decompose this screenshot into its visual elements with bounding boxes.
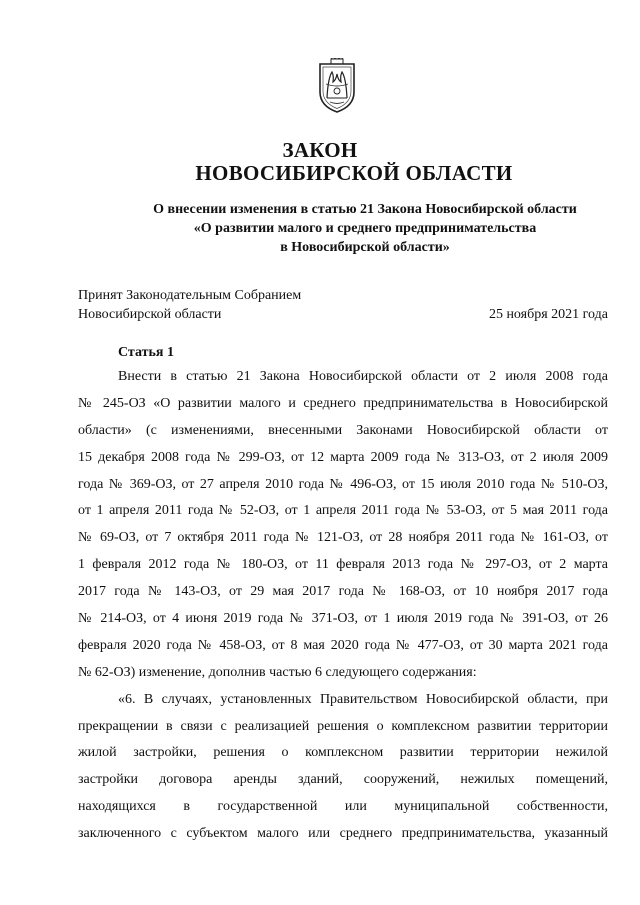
paragraph-line: 1 февраля 2012 года № 180-ОЗ, от 11 февраля 2013 года № 297-ОЗ, от 2 марта bbox=[78, 557, 608, 573]
adoption-note bbox=[78, 286, 301, 324]
paragraph-line: Внести в статью 21 Закона Новосибирской области от 2 июля 2008 года bbox=[118, 369, 608, 384]
article-body bbox=[78, 364, 608, 848]
paragraph-line: заключенного с субъектом малого или среднего предпринимательства, указанный bbox=[78, 826, 608, 842]
paragraph-line: находящихся в государственной или муниципальной собственности, bbox=[78, 799, 608, 815]
subtitle-line: «О развитии малого и среднего предпринимательства bbox=[193, 221, 537, 236]
law-region-title: НОВОСИБИРСКОЙ ОБЛАСТИ bbox=[195, 161, 513, 185]
coat-of-arms-emblem bbox=[316, 58, 358, 114]
paragraph-line: области» (с изменениями, внесенными Законами Новосибирской области от bbox=[78, 422, 608, 438]
paragraph-line: № 62-ОЗ) изменение, дополнив частью 6 следующего содержания: bbox=[78, 664, 477, 680]
subtitle-line: в Новосибирской области» bbox=[280, 240, 450, 255]
paragraph-line: «6. В случаях, установленных Правительством Новосибирской области, при bbox=[118, 691, 608, 707]
paragraph-line: № 245-ОЗ «О развитии малого и среднего предпринимательства в Новосибирской bbox=[78, 395, 608, 411]
law-title: ЗАКОН bbox=[282, 138, 358, 162]
paragraph-line: 2017 года № 143-ОЗ, от 29 мая 2017 года № 168-ОЗ, от 10 ноября 2017 года bbox=[78, 584, 608, 600]
paragraph-line: 15 декабря 2008 года № 299-ОЗ, от 12 марта 2009 года № 313-ОЗ, от 2 июля 2009 bbox=[78, 449, 608, 465]
paragraph-line: № 69-ОЗ, от 7 октября 2011 года № 121-ОЗ, от 28 ноября 2011 года № 161-ОЗ, от bbox=[78, 530, 608, 546]
paragraph-line: застройки договора аренды зданий, сооружений, нежилых помещений, bbox=[78, 772, 608, 788]
paragraph-line: года № 369-ОЗ, от 27 апреля 2010 года № 496-ОЗ, от 15 июля 2010 года № 510-ОЗ, bbox=[78, 476, 608, 492]
adoption-date: 25 ноября 2021 года bbox=[488, 307, 608, 322]
paragraph-line: февраля 2020 года № 458-ОЗ, от 8 мая 2020 года № 477-ОЗ, от 30 марта 2021 года bbox=[78, 637, 608, 653]
paragraph-line: № 214-ОЗ, от 4 июня 2019 года № 371-ОЗ, от 1 июля 2019 года № 391-ОЗ, от 26 bbox=[78, 611, 608, 627]
paragraph-line: жилой застройки, решения о комплексном развитии территории нежилой bbox=[78, 745, 608, 761]
paragraph-line: прекращении в связи с реализацией решения о комплексном развитии территории bbox=[78, 718, 608, 734]
paragraph-line: от 1 апреля 2011 года № 52-ОЗ, от 1 апреля 2011 года № 53-ОЗ, от 5 мая 2011 года bbox=[78, 503, 608, 519]
subtitle-line: О внесении изменения в статью 21 Закона Новосибирской области bbox=[153, 202, 577, 217]
adoption-line: Новосибирской области bbox=[78, 307, 222, 322]
law-subtitle bbox=[130, 200, 600, 257]
adoption-line: Принят Законодательным Собранием bbox=[78, 288, 302, 303]
article-heading: Статья 1 bbox=[118, 345, 174, 360]
